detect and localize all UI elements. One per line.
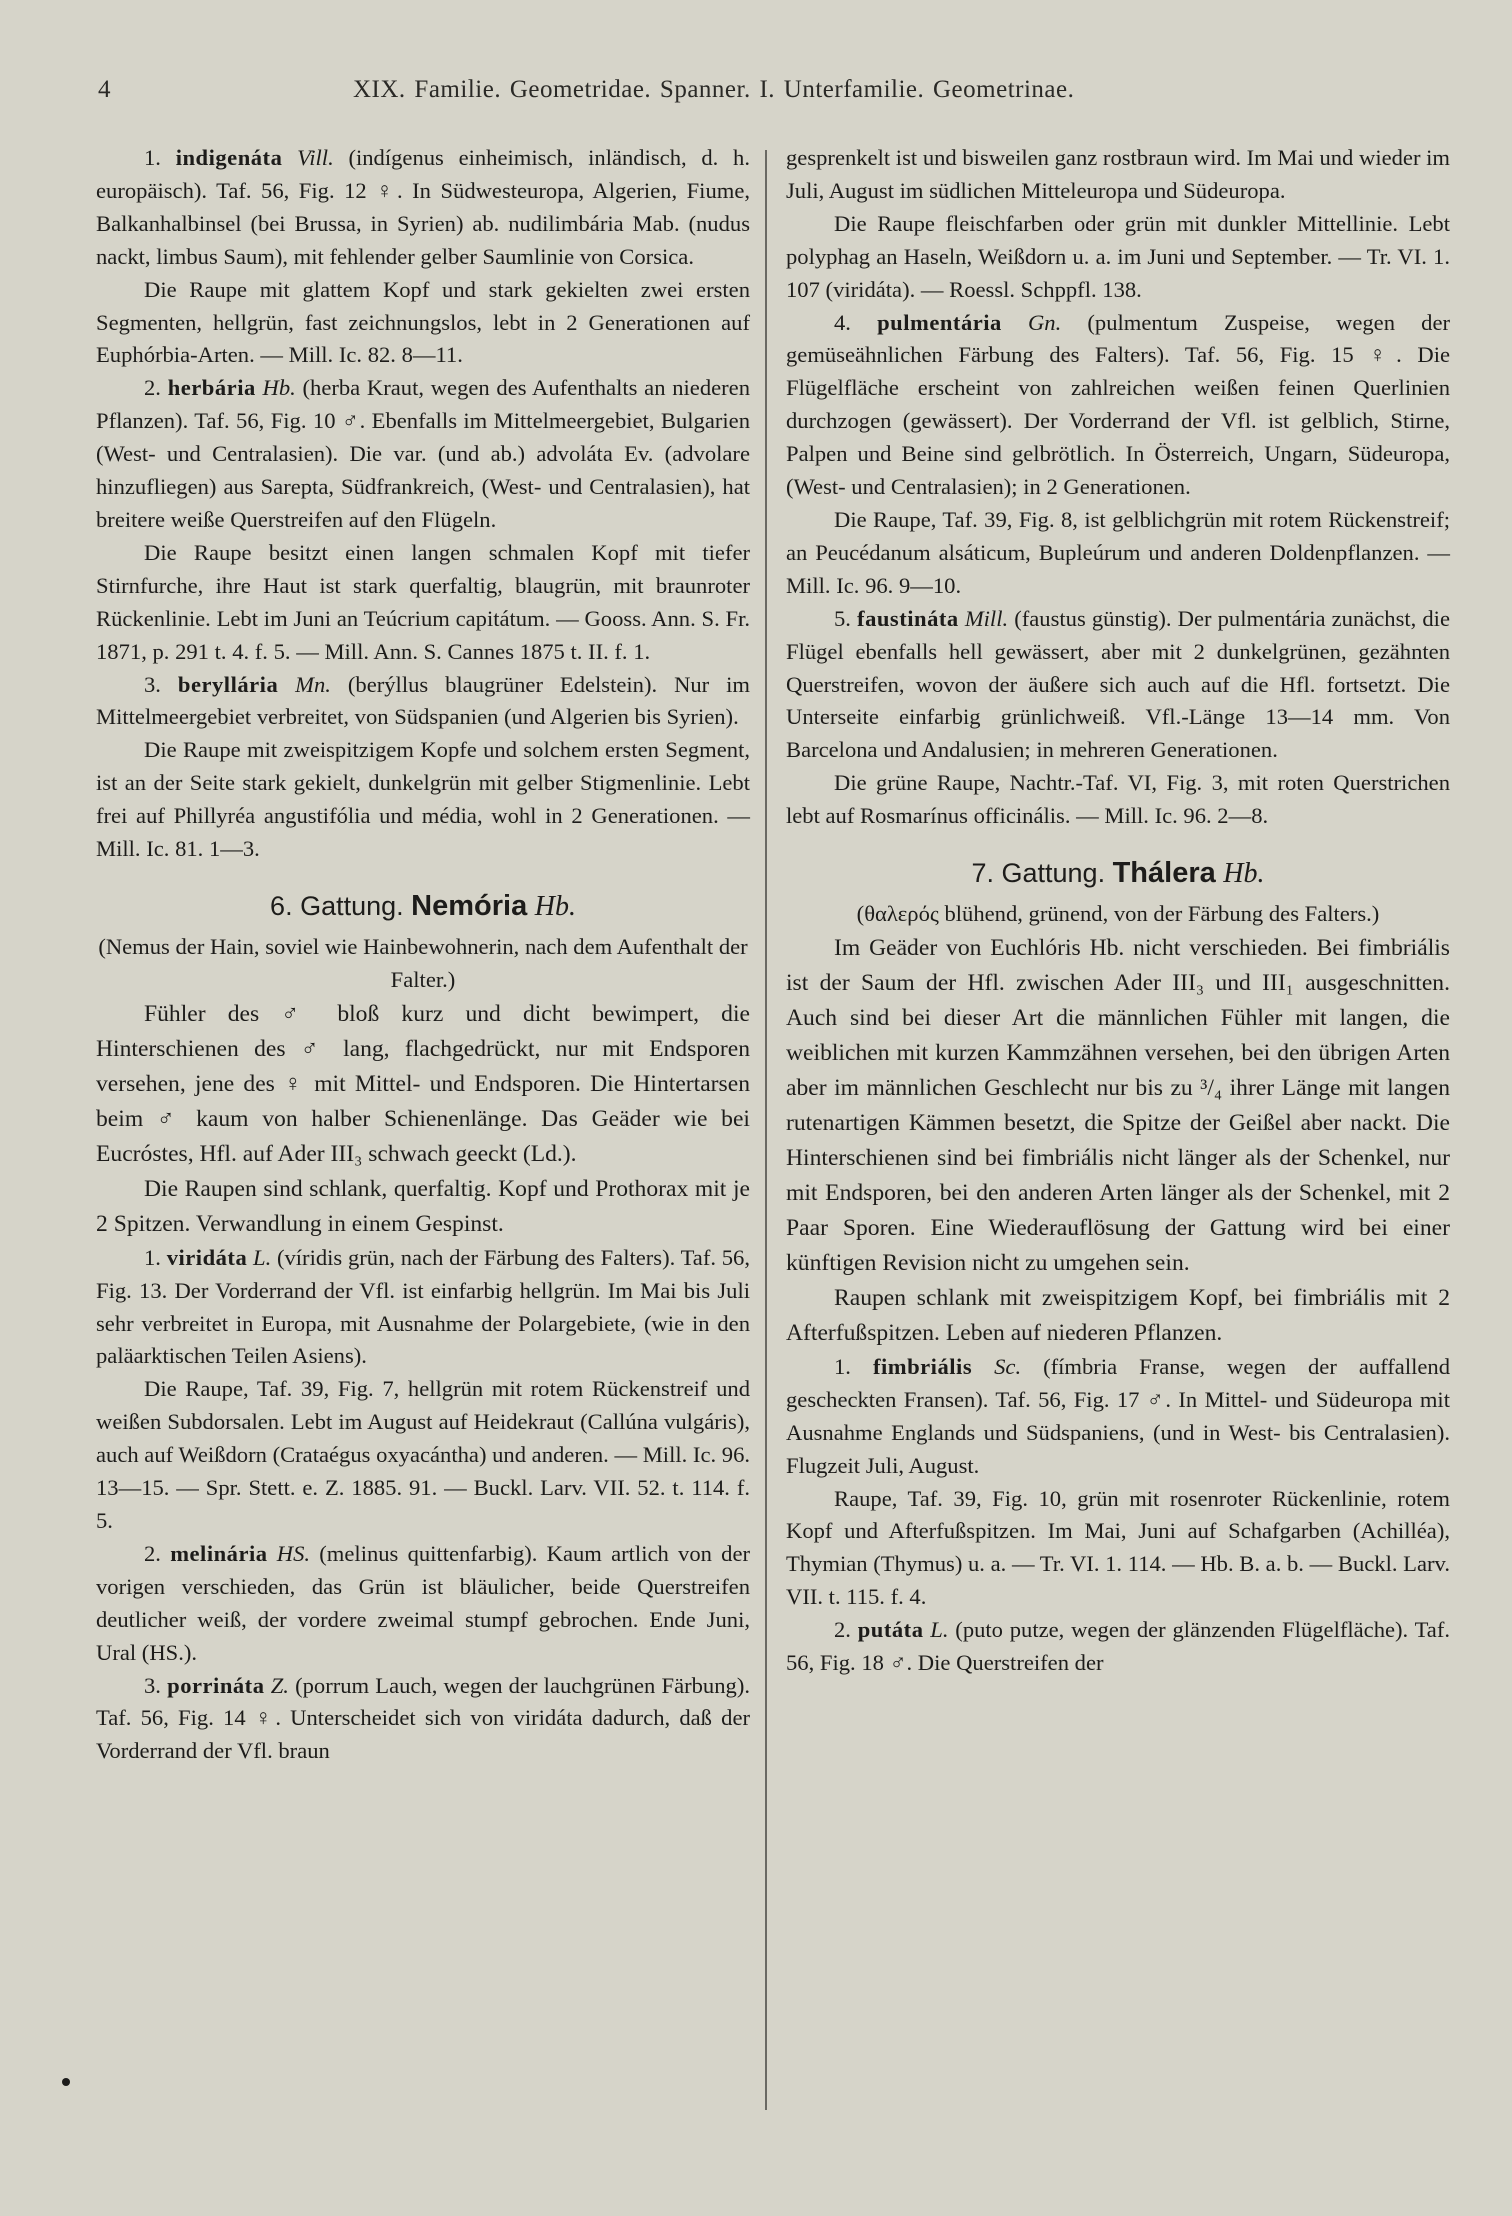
genus-description: Im Geäder von Euchlóris Hb. nicht verschieden. Bei fimbriális ist der Saum der Hfl. zwischen Ader III₃ und III₁ ausgeschnitten. Auch sind bei dieser Art die männlichen Fühler mit langen, die weiblichen mit kurzen Kammzähnen versehen, bei den übrigen Arten aber im männlichen Geschlecht nur bis zu ³/₄ ihrer Länge mit langen rutenartigen Kämmen besetzt, die Spitze der Geißel aber nackt. Die Hinterschienen sind bei fimbriális nicht länger als der Schenkel, nur mit Endsporen, bei den anderen Arten länger als der Schenkel, mit 2 Paar Sporen. Eine Wiederauflösung der Gattung wird bei einer künftigen Revision nicht zu umgehen sein. bbox=[786, 934, 1450, 1276]
page-number: 4 bbox=[98, 76, 111, 103]
genus-description: Die Raupen sind schlank, querfaltig. Kopf und Prothorax mit je 2 Spitzen. Verwandlung in einem Gespinst. bbox=[96, 1175, 750, 1237]
running-title: XIX. Familie. Geometridae. Spanner. I. Unterfamilie. Geometrinae. bbox=[353, 76, 1075, 103]
species-entry bbox=[786, 603, 1450, 768]
species-entry bbox=[96, 669, 750, 735]
species-description: (víridis grün, nach der Färbung des Falters). Taf. 56, Fig. 13. Der Vorderrand der Vfl. ist einfarbig hellgrün. Im Mai bis Juli sehr verbreitet in Europa, mit Ausnahme der Polargebiete, (wie in den paläarktischen Teilen Asiens). bbox=[96, 1244, 750, 1369]
larva-description: Die Raupe mit zweispitzigem Kopfe und solchem ersten Segment, ist an der Seite stark gekielt, dunkelgrün mit gelber Stigmenlinie. Lebt frei auf Phillyréa angustifólia und média, wohl in 2 Generationen. — Mill. Ic. 81. 1—3. bbox=[96, 737, 750, 862]
species-name: melinária bbox=[170, 1540, 268, 1566]
right-column bbox=[786, 142, 1450, 1680]
species-author: L. bbox=[253, 1244, 272, 1270]
species-description: (melinus quittenfarbig). Kaum artlich von der vorigen verschieden, das Grün ist bläulicher, beide Querstreifen deutlicher weiß, der vordere zweimal stumpf gebrochen. Ende Juni, Ural (HS.). bbox=[96, 1540, 750, 1665]
species-name: beryllária bbox=[177, 671, 279, 697]
species-entry bbox=[786, 1351, 1450, 1483]
species-description: (porrum Lauch, wegen der lauchgrünen Färbung). Taf. 56, Fig. 14 ♀. Unterscheidet sich von viridáta dadurch, daß der Vorderrand der Vfl. braun bbox=[96, 1672, 750, 1764]
species-description: (berýllus blaugrüner Edelstein). Nur im Mittelmeergebiet verbreitet, von Südspanien (und Algerien bis Syrien). bbox=[96, 671, 750, 730]
species-number: 2. bbox=[834, 1617, 851, 1643]
genus-heading bbox=[96, 888, 750, 925]
species-name: viridáta bbox=[166, 1244, 248, 1270]
species-number: 1. bbox=[834, 1353, 851, 1379]
species-name: indigenáta bbox=[175, 145, 283, 170]
genus-number: 7. Gattung. bbox=[971, 858, 1106, 889]
species-author: Hb. bbox=[262, 375, 296, 401]
species-description: (faustus günstig). Der pulmentária zunächst, die Flügel ebenfalls hell gewässert, aber mit 2 dunkelgrünen, gezähnten Querstreifen, wovon der äußere sich auch auf die Hfl. fortsetzt. Die Unterseite einfarbig grünlichweiß. Vfl.-Länge 13—14 mm. Von Barcelona und Andalusien; in mehreren Generationen. bbox=[786, 605, 1450, 763]
species-author: Mill. bbox=[964, 605, 1009, 631]
genus-description: Raupen schlank mit zweispitzigem Kopf, bei fimbriális mit 2 Afterfußspitzen. Leben auf niederen Pflanzen. bbox=[786, 1284, 1450, 1346]
column-divider bbox=[765, 150, 767, 2110]
etymology-note: (Nemus der Hain, soviel wie Hainbewohnerin, nach dem Aufenthalt der Falter.) bbox=[98, 933, 748, 992]
larva-description: Raupe, Taf. 39, Fig. 10, grün mit rosenroter Rückenlinie, rotem Kopf und Afterfußspitzen. Im Mai, Juni auf Schafgarben (Achilléa), Thymian (Thymus) u. a. — Tr. VI. 1. 114. — Hb. B. a. b. — Buckl. Larv. VII. t. 115. f. 4. bbox=[786, 1485, 1450, 1610]
species-number: 2. bbox=[144, 375, 161, 401]
species-author: Vill. bbox=[297, 145, 334, 170]
species-number: 3. bbox=[144, 1672, 161, 1698]
continued-text: gesprenkelt ist und bisweilen ganz rostbraun wird. Im Mai und wieder im Juli, August im südlichen Mitteleuropa und Südeuropa. bbox=[786, 145, 1450, 203]
species-entry bbox=[96, 1242, 750, 1374]
larva-description: Die Raupe, Taf. 39, Fig. 8, ist gelblichgrün mit rotem Rückenstreif; an Peucédanum alsáticum, Bupleúrum und anderen Doldenpflanzen. — Mill. Ic. 96. 9—10. bbox=[786, 506, 1450, 598]
genus-name: Nemória bbox=[411, 889, 528, 922]
species-name: faustináta bbox=[857, 605, 959, 631]
genus-author: Hb. bbox=[534, 890, 576, 922]
larva-description: Die Raupe, Taf. 39, Fig. 7, hellgrün mit rotem Rückenstreif und weißen Subdorsalen. Lebt im August auf Heidekraut (Callúna vulgáris), auch auf Weißdorn (Crataégus oxyacántha) und anderen. — Mill. Ic. 96. 13—15. — Spr. Stett. e. Z. 1885. 91. — Buckl. Larv. VII. 52. t. 114. f. 5. bbox=[96, 1376, 751, 1533]
genus-author: Hb. bbox=[1223, 858, 1265, 890]
species-description: (indígenus einheimisch, inländisch, d. h. europäisch). Taf. 56, Fig. 12 ♀. In Südwesteuropa, Algerien, Fiume, Balkanhalbinsel (bei Brussa, in Syrien) ab. nudilimbária Mab. (nudus nackt, limbus Saum), mit fehlender gelber Saumlinie von Corsica. bbox=[96, 145, 750, 269]
species-name: herbária bbox=[167, 375, 256, 401]
species-entry bbox=[96, 1538, 750, 1670]
species-author: Gn. bbox=[1027, 309, 1062, 335]
species-name: fimbriális bbox=[872, 1353, 973, 1379]
genus-description: Fühler des ♂ bloß kurz und dicht bewimpert, die Hinterschienen des ♂ lang, flachgedrückt, nur mit Endsporen versehen, jene des ♀ mit Mittel- und Endsporen. Die Hintertarsen beim ♂ kaum von halber Schienenlänge. Das Geäder wie bei Eucróstes, Hfl. auf Ader III₃ schwach geeckt (Ld.). bbox=[96, 1000, 750, 1167]
species-entry bbox=[96, 142, 750, 274]
species-number: 3. bbox=[144, 671, 161, 697]
species-author: HS. bbox=[276, 1540, 311, 1566]
left-column bbox=[96, 142, 750, 1768]
species-name: putáta bbox=[857, 1617, 924, 1643]
species-author: Z. bbox=[270, 1672, 289, 1698]
larva-description: Die Raupe mit glattem Kopf und stark gekielten zwei ersten Segmenten, hellgrün, fast zeichnungslos, lebt in 2 Generationen auf Euphórbia-Arten. — Mill. Ic. 82. 8—11. bbox=[96, 276, 750, 368]
species-description: (fímbria Franse, wegen der auffallend gescheckten Fransen). Taf. 56, Fig. 17 ♂. In Mittel- und Südeuropa mit Ausnahme Englands und Südspaniens, (und in West- bis Centralasien). Flugzeit Juli, August. bbox=[786, 1353, 1451, 1478]
larva-description: Die grüne Raupe, Nachtr.-Taf. VI, Fig. 3, mit roten Querstrichen lebt auf Rosmarínus officinális. — Mill. Ic. 96. 2—8. bbox=[786, 770, 1450, 829]
species-entry bbox=[96, 372, 750, 537]
species-entry bbox=[786, 1614, 1450, 1680]
species-description: (pulmentum Zuspeise, wegen der gemüseähnlichen Färbung des Falters). Taf. 56, Fig. 15 ♀. Die Flügelfläche erscheint von zahlreichen weißen feinen Querlinien durchzogen (gewässert). Der Vorderrand der Vfl. ist gelblich, Stirne, Palpen und Beine sind gelbrötlich. In Österreich, Ungarn, Südeuropa, (West- und Centralasien); in 2 Generationen. bbox=[786, 309, 1450, 500]
species-description: (puto putze, wegen der glänzenden Flügelfläche). Taf. 56, Fig. 18 ♂. Die Querstreifen der bbox=[786, 1617, 1450, 1676]
species-author: Sc. bbox=[994, 1353, 1022, 1379]
species-description: (herba Kraut, wegen des Aufenthalts an niederen Pflanzen). Taf. 56, Fig. 10 ♂. Ebenfalls im Mittelmeergebiet, Bulgarien (West- und Centralasien). Die var. (und ab.) advoláta Ev. (advolare hinzufliegen) aus Sarepta, Südfrankreich, (West- und Centralasien), hat breitere weiße Querstreifen auf den Flügeln. bbox=[96, 375, 750, 532]
etymology-note: (θαλερός blühend, grünend, von der Färbung des Falters.) bbox=[856, 901, 1380, 927]
genus-name: Thálera bbox=[1112, 857, 1216, 890]
species-number: 1. bbox=[144, 145, 161, 170]
larva-description: Die Raupe fleischfarben oder grün mit dunkler Mittellinie. Lebt polyphag an Haseln, Weißdorn u. a. im Juni und September. — Tr. VI. 1. 107 (viridáta). — Roessl. Schppfl. 138. bbox=[786, 210, 1450, 302]
genus-heading bbox=[786, 855, 1450, 892]
genus-number: 6. Gattung. bbox=[270, 890, 404, 921]
species-name: pulmentária bbox=[877, 309, 1002, 335]
species-number: 5. bbox=[834, 605, 851, 631]
margin-mark bbox=[62, 2078, 70, 2086]
species-number: 1. bbox=[144, 1244, 161, 1270]
species-entry bbox=[96, 1670, 750, 1769]
species-entry bbox=[786, 307, 1450, 504]
larva-description: Die Raupe besitzt einen langen schmalen Kopf mit tiefer Stirnfurche, ihre Haut ist stark querfaltig, blaugrün, mit braunroter Rückenlinie. Lebt im Juni an Teúcrium capitátum. — Gooss. Ann. S. Fr. 1871, p. 291 t. 4. f. 5. — Mill. Ann. S. Cannes 1875 t. II. f. 1. bbox=[96, 539, 750, 664]
species-number: 4. bbox=[834, 309, 851, 335]
species-author: Mn. bbox=[295, 671, 331, 697]
species-number: 2. bbox=[144, 1540, 161, 1566]
species-author: L. bbox=[930, 1617, 949, 1643]
species-name: porrináta bbox=[167, 1672, 265, 1698]
